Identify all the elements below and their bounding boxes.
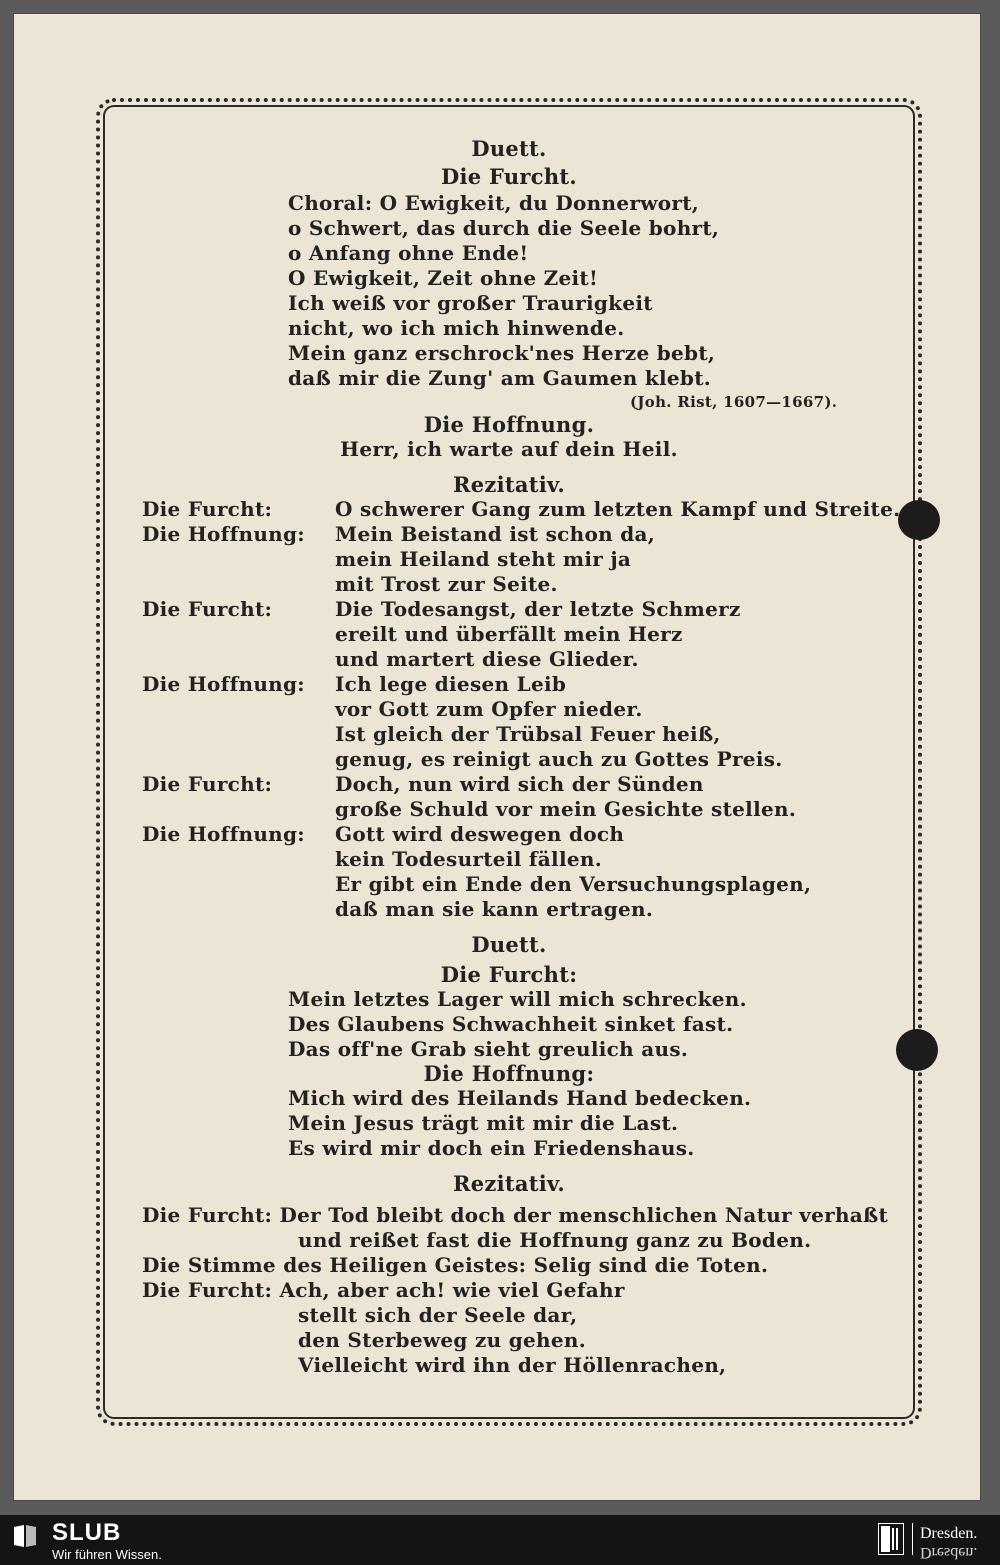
dialogue-line: stellt sich der Seele dar,: [298, 1303, 578, 1327]
speaker-label: Die Furcht:: [142, 772, 273, 796]
section-title: Rezitativ.: [452, 472, 566, 497]
verse-line: Mich wird des Heilands Hand bedecken.: [288, 1086, 752, 1110]
dialogue-line: Doch, nun wird sich der Sünden: [335, 772, 704, 796]
city-logo-reflection: Dresden.: [920, 1544, 978, 1561]
verse-line: daß mir die Zung' am Gaumen klebt.: [288, 366, 712, 390]
book-icon: [12, 1523, 38, 1549]
section-title: Rezitativ.: [452, 1171, 566, 1196]
dialogue-line: den Sterbeweg zu gehen.: [298, 1328, 586, 1352]
role-heading: Die Furcht:: [440, 962, 578, 987]
role-heading: Die Hoffnung.: [423, 412, 595, 437]
citation: (Joh. Rist, 1607—1667).: [630, 393, 838, 411]
dialogue-line: mein Heiland steht mir ja: [335, 547, 632, 571]
verse-line: Das off'ne Grab sieht greulich aus.: [288, 1037, 689, 1061]
verse-line: Es wird mir doch ein Friedenshaus.: [288, 1136, 695, 1160]
verse-line: Mein Jesus trägt mit mir die Last.: [288, 1111, 679, 1135]
dialogue-line: und martert diese Glieder.: [335, 647, 639, 671]
speaker-label: Die Hoffnung:: [142, 672, 305, 696]
punch-hole: [898, 500, 940, 540]
verse-line: nicht, wo ich mich hinwende.: [288, 316, 625, 340]
verse-line: Mein ganz erschrock'nes Herze bebt,: [288, 341, 716, 365]
section-title: Duett.: [471, 136, 547, 161]
dialogue-line: und reißet fast die Hoffnung ganz zu Boden.: [298, 1228, 812, 1252]
dialogue-line: ereilt und überfällt mein Herz: [335, 622, 683, 646]
verse-line: O Ewigkeit, Zeit ohne Zeit!: [288, 266, 599, 290]
dialogue-line: daß man sie kann ertragen.: [335, 897, 654, 921]
speaker-label: Die Hoffnung:: [142, 822, 305, 846]
dialogue-line: genug, es reinigt auch zu Gottes Preis.: [335, 747, 783, 771]
dialogue-line: Mein Beistand ist schon da,: [335, 522, 656, 546]
verse-line: Choral: O Ewigkeit, du Donnerwort,: [288, 191, 700, 215]
dialogue-line: Ist gleich der Trübsal Feuer heiß,: [335, 722, 721, 746]
dialogue-line: Die Furcht: Der Tod bleibt doch der menschlichen Natur verhaßt: [142, 1203, 889, 1227]
verse-line: Des Glaubens Schwachheit sinket fast.: [288, 1012, 734, 1036]
city-logo[interactable]: Dresden.: [920, 1525, 978, 1542]
dialogue-line: mit Trost zur Seite.: [335, 572, 558, 596]
dialogue-line: Vielleicht wird ihn der Höllenrachen,: [298, 1353, 727, 1377]
dialogue-line: Ich lege diesen Leib: [335, 672, 567, 696]
brand-tagline: Wir führen Wissen.: [52, 1547, 162, 1562]
dialogue-line: O schwerer Gang zum letzten Kampf und Streite.: [335, 497, 901, 521]
brand-name[interactable]: SLUB: [52, 1519, 122, 1546]
verse-line: o Anfang ohne Ende!: [288, 241, 529, 265]
dialogue-line: Gott wird deswegen doch: [335, 822, 625, 846]
divider: [912, 1523, 913, 1555]
dialogue-line: Die Furcht: Ach, aber ach! wie viel Gefahr: [142, 1278, 625, 1302]
dialogue-line: große Schuld vor mein Gesichte stellen.: [335, 797, 797, 821]
verse-line: o Schwert, das durch die Seele bohrt,: [288, 216, 720, 240]
dialogue-line: kein Todesurteil fällen.: [335, 847, 602, 871]
footer-bar: [0, 1515, 1000, 1565]
speaker-label: Die Furcht:: [142, 497, 273, 521]
dialogue-line: Er gibt ein Ende den Versuchungsplagen,: [335, 872, 812, 896]
verse-line: Ich weiß vor großer Traurigkeit: [288, 291, 653, 315]
dialogue-line: vor Gott zum Opfer nieder.: [335, 697, 643, 721]
role-heading: Die Furcht.: [440, 164, 578, 189]
crest-icon: [878, 1523, 904, 1555]
dialogue-line: Die Stimme des Heiligen Geistes: Selig sind die Toten.: [142, 1253, 769, 1277]
dialogue-line: Die Todesangst, der letzte Schmerz: [335, 597, 741, 621]
section-title: Duett.: [471, 932, 547, 957]
role-heading: Die Hoffnung:: [423, 1061, 595, 1086]
verse-line: Mein letztes Lager will mich schrecken.: [288, 987, 747, 1011]
speaker-label: Die Hoffnung:: [142, 522, 305, 546]
speaker-label: Die Furcht:: [142, 597, 273, 621]
verse-line: Herr, ich warte auf dein Heil.: [340, 437, 678, 461]
